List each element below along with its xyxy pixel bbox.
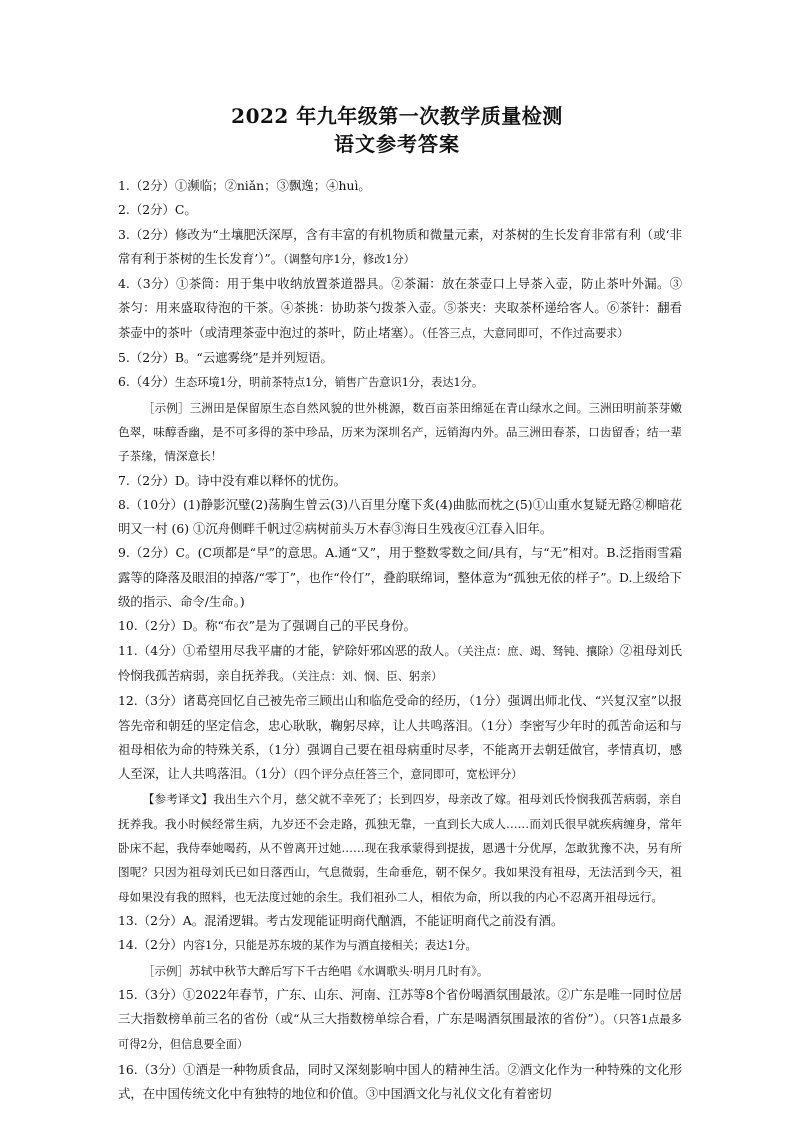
answer-text: 1.（2分）①濒临；②niǎn；③飘逸；④huì。: [118, 178, 371, 193]
translation-text: 【参考译文】我出生六个月，慈父就不幸死了；长到四岁，母亲改了嫁。祖母刘氏怜悯我孤苦病弱，亲自抚养我。我小时候经常生病，九岁还不会走路，孤独无靠，一直到长大成人……而刘氏很早就疾病缠身，常年卧床不起，我侍奉她喝药，从不曾离开过她……现在我承蒙得到提拔，恩遇十分优厚，怎敢犹豫不决，另有所图呢？只因为祖母刘氏已如日落西山，气息微弱，生命垂危，朝不保夕。我如果没有祖母，无法活到今天，祖母如果没有我的照料，也无法度过她的余生。我们祖孙二人，相依为命，所以我的内心不忍离开祖母远行。: [118, 792, 682, 904]
answer-text: 13.（2分）A。混淆逻辑。考古发现能证明商代酗酒，不能证明商代之前没有酒。: [118, 912, 564, 928]
answer-text: 10.（2分）D。称“布衣”是为了强调自己的平民身份。: [118, 618, 417, 634]
answer-10: [118, 614, 682, 638]
answer-14-example: [118, 959, 682, 983]
example-text: ［示例］三洲田是保留原生态自然风貌的世外桃源，数百亩茶田绵延在青山绿水之间。三洲田明前茶芽嫩色翠，味醇香幽，是不可多得的茶中珍品，历来为深圳名产，远销海内外。品三洲田春茶，口齿留香；结一辈子茶缘，情深意长！: [118, 400, 682, 464]
scoring-note: 生态环境1分，明前茶特点1分，销售广告意识1分，表达1分。: [174, 376, 484, 390]
example-text: ［示例］苏轼中秋节大醉后写下千古绝唱《水调歌头·明月几时有》。: [142, 963, 489, 978]
scoring-note: （关注点：庶、竭、驽钝、攘除）: [456, 644, 620, 658]
answer-text: 12.（3分）诸葛亮回忆自己被先帝三顾出山和临危受命的经历，（1分）强调出师北伐、“兴复汉室”以报答先帝和朝廷的坚定信念，忠心耿耿，鞠躬尽瘁，让人共鸣落泪。（1分）李密写少年时的孤苦命运和与祖母相依为命的特殊关系，（1分）强调自己要在祖母病重时尽孝，不能离开去朝廷做官，孝情真切，感人至深，让人共鸣落泪。（1分）: [118, 693, 682, 782]
answer-3: [118, 223, 682, 273]
answer-text: 3.（2分）修改为“土壤肥沃深厚，含有丰富的有机物质和微量元素，对茶树的生长发育非常有利（或‘非常有利于茶树的生长发育’）”。: [118, 226, 682, 266]
answer-text: 6.（4分）: [118, 374, 175, 390]
answer-text-2: ②祖母刘氏怜悯我孤苦病弱，亲自抚养我。: [118, 642, 683, 683]
scoring-note: （四个评分点任答三个，意同即可，宽松评分）: [293, 768, 523, 782]
answer-text: 8.（10分）(1)静影沉璧(2)荡胸生曾云(3)八百里分麾下炙(4)曲肱而枕之(5)①山重水复疑无路②柳暗花明又一村 (6) ①沉舟侧畔千帆过②病树前头万木春③海日生残夜④江春入旧年。: [118, 496, 682, 537]
answer-13: [118, 909, 682, 933]
answer-4: [118, 272, 682, 346]
answer-1: [118, 174, 682, 198]
answer-text: 11.（4分）①希望用尽我平庸的才能，铲除奸邪凶恶的敌人。: [118, 642, 457, 658]
answer-6: [118, 370, 682, 395]
answer-text: 16.（3分）①酒是一种物质食品，同时又深刻影响中国人的精神生活。②酒文化作为一种特殊的文化形式，在中国传统文化中有独特的地位和价值。③中国酒文化与礼仪文化有着密切: [118, 1061, 682, 1101]
scoring-note: （任答三点，大意同即可，不作过高要求）: [421, 326, 629, 340]
answer-6-example: [118, 396, 682, 469]
page-title: 2022 年九年级第一次教学质量检测: [231, 104, 563, 128]
answer-2: [118, 198, 682, 222]
answer-text: 4.（3分）①茶筒：用于集中收纳放置茶道器具。②茶漏：放在茶壶口上导茶入壶，防止茶叶外漏。③茶匀：用来盛取待泡的干茶。④茶挑：协助茶勺拨茶入壶。⑤茶夹：夹取茶杯递给客人。⑥茶针：翻看茶壶中的茶叶（或清理茶壶中泡过的茶叶，防止堵塞）。: [118, 276, 682, 340]
answer-11: [118, 639, 682, 690]
page-subtitle: 语文参考答案: [334, 132, 460, 156]
answer-text: 15.（3分）①2022年春节，广东、山东、河南、江苏等8个省份喝酒氛围最浓。②广东是唯一同时位居三大指数榜单前三名的省份（或“从三大指数榜单综合看，广东是喝酒氛围最浓的省份”）。: [118, 986, 682, 1027]
scoring-note-2: （关注点：刘、悯、臣、躬亲）: [291, 669, 443, 683]
scoring-note: （调整句序1分，修改1分）: [283, 252, 415, 266]
answer-14: [118, 933, 682, 958]
answer-16: [118, 1058, 682, 1107]
answer-5: [118, 346, 682, 370]
answer-12-translation: [118, 787, 682, 908]
scoring-note: 内容1分，只能是苏东坡的某作为与酒直接相关；表达1分。: [182, 939, 477, 953]
answer-text: 9.（2分）C。(C项都是“早”的意思。A.通“又”，用于整数零数之间/具有，与“无”相对。B.泛指雨雪霜露等的降落及眼泪的掉落/“零丁”，也作“伶仃”，叠韵联绵词，整体意为“孤独无依的样子”。D.上级给下级的指示、命令/生命。): [118, 545, 682, 610]
answer-15: [118, 983, 682, 1058]
answer-list: [118, 174, 682, 1106]
answer-text: 7.（2分）D。诗中没有难以释怀的忧伤。: [118, 472, 346, 488]
answer-text: 2.（2分）C。: [118, 202, 197, 218]
answer-text: 14.（2分）: [118, 937, 183, 953]
answer-7: [118, 469, 682, 493]
answer-9: [118, 541, 682, 614]
answer-text: 5.（2分）B。“云遮雾绕”是并列短语。: [118, 350, 333, 366]
answer-12: [118, 689, 682, 787]
scoring-note: （只答1点最多可得2分，但信息要全面）: [118, 1013, 682, 1052]
answer-8: [118, 493, 682, 542]
